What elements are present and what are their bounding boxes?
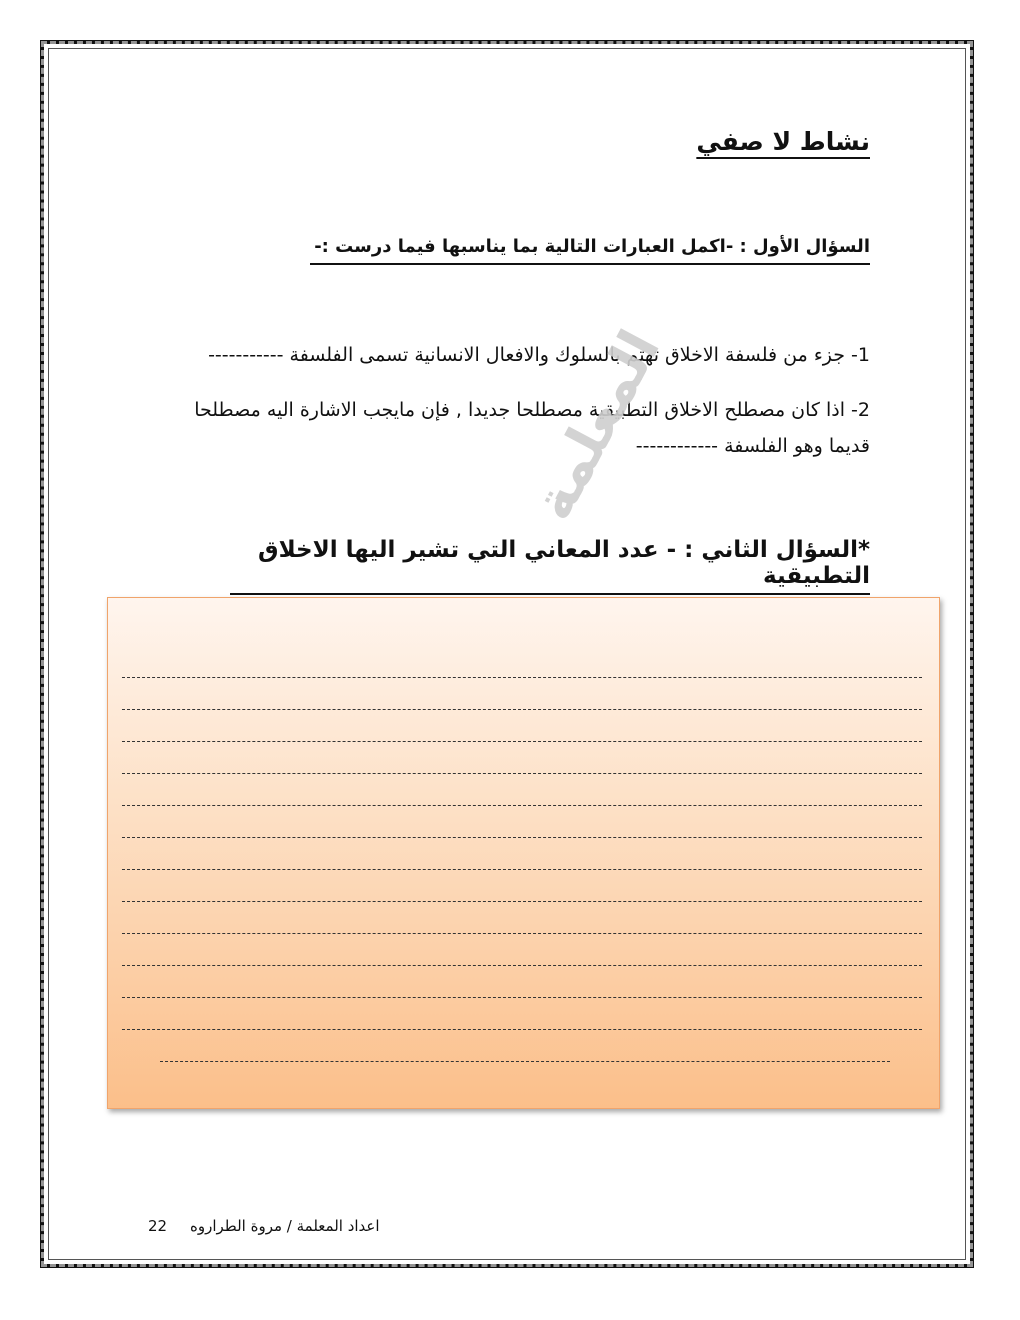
- question1-heading: السؤال الأول : -اكمل العبارات التالية بما يناسبها فيما درست :-: [310, 236, 870, 265]
- page-title: نشاط لا صفي: [696, 127, 870, 156]
- watermark: المعلمة: [520, 320, 674, 531]
- answer-line[interactable]: [122, 838, 922, 870]
- answer-box[interactable]: [107, 597, 940, 1109]
- answer-line[interactable]: [122, 966, 922, 998]
- answer-line[interactable]: [122, 998, 922, 1030]
- answer-line[interactable]: [122, 774, 922, 806]
- answer-line[interactable]: [122, 646, 922, 678]
- answer-lines: [122, 646, 922, 1062]
- answer-line[interactable]: [122, 742, 922, 774]
- answer-line[interactable]: [160, 1030, 890, 1062]
- page-number: 22: [148, 1217, 168, 1235]
- question1-item-1: 1- جزء من فلسفة الاخلاق تهتم بالسلوك والافعال الانسانية تسمى الفلسفة -----------: [208, 344, 870, 366]
- answer-line[interactable]: [122, 934, 922, 966]
- question1-item-2: 2- اذا كان مصطلح الاخلاق التطبيقية مصطلحا جديدا , فإن مايجب الاشارة اليه مصطلحا قديما وهو الفلسفة ------------: [194, 399, 870, 457]
- question2-heading: *السؤال الثاني : - عدد المعاني التي تشير اليها الاخلاق التطبيقية: [230, 537, 870, 595]
- answer-line[interactable]: [122, 870, 922, 902]
- answer-line[interactable]: [122, 678, 922, 710]
- footer-credit: اعداد المعلمة / مروة الطراروه: [190, 1217, 380, 1235]
- answer-line[interactable]: [122, 902, 922, 934]
- answer-line[interactable]: [122, 710, 922, 742]
- answer-line[interactable]: [122, 806, 922, 838]
